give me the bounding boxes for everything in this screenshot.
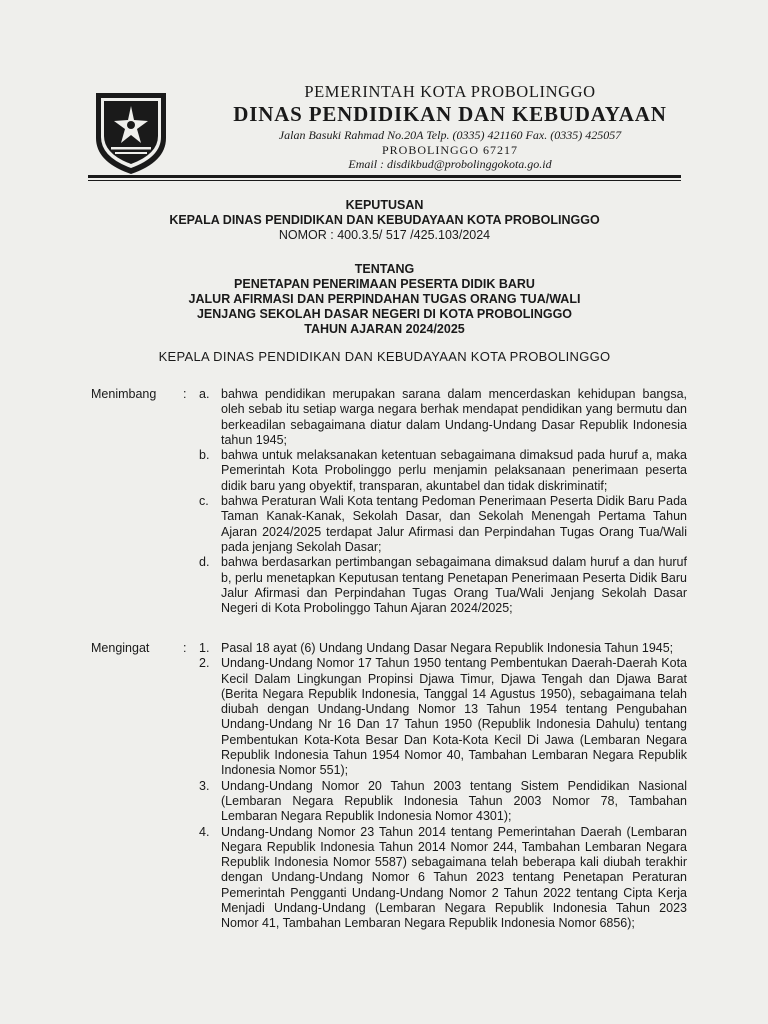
menimbang-colon: : <box>183 387 187 401</box>
mengingat-colon: : <box>183 641 187 655</box>
item-text: bahwa untuk melaksanakan ketentuan sebagaimana dimaksud pada huruf a, maka Pemerintah Kota Probolinggo perlu menjamin pelaksanaan penerimaan peserta didik baru yang obyektif, transparan, akuntabel dan tidak diskriminatif; <box>221 448 687 493</box>
item-marker: d. <box>199 555 210 570</box>
item-marker: 2. <box>199 656 210 671</box>
department-address: Jalan Basuki Rahmad No.20A Telp. (0335) 421160 Fax. (0335) 425057 <box>278 128 622 142</box>
subject-line: JENJANG SEKOLAH DASAR NEGERI DI KOTA PROBOLINGGO <box>196 307 573 321</box>
menimbang-list <box>199 387 687 616</box>
department-name: DINAS PENDIDIKAN DAN KEBUDAYAAN <box>233 102 667 126</box>
item-marker: c. <box>199 494 209 509</box>
item-marker: b. <box>199 448 210 463</box>
list-item <box>199 494 687 555</box>
department-email: Email : disdikbud@probolinggokota.go.id <box>348 157 552 171</box>
item-text: bahwa pendidikan merupakan sarana dalam mencerdaskan kehidupan bangsa, oleh sebab itu setiap warga negara berhak mendapat pendidikan yang bermutu dan berkeadilan sebagaimana diatur dalam Undang-Undang Dasar Republik Indonesia tahun 1945; <box>221 387 687 447</box>
item-text: bahwa berdasarkan pertimbangan sebagaimana dimaksud dalam huruf a dan huruf b, perlu menetapkan Keputusan tentang Penetapan Penerimaan Peserta Didik Baru Jalur Afirmasi dan Perpindahan Tugas Orang Tua/Wali Jenjang Sekolah Dasar Negeri di Kota Probolinggo Tahun Ajaran 2024/2025; <box>221 555 687 616</box>
decree-issuer: KEPALA DINAS PENDIDIKAN DAN KEBUDAYAAN KOTA PROBOLINGGO <box>169 213 600 227</box>
item-text: Undang-Undang Nomor 23 Tahun 2014 tentang Pemerintahan Daerah (Lembaran Negara Republik Indonesia Tahun 2014 Nomor 244, Tambahan Lembaran Negara Republik Indonesia Nomor 5587) sebagaimana telah beberapa kali diubah terakhir dengan Undang-Undang Nomor 6 Tahun 2023 tentang Penetapan Peraturan Pemerintah Pengganti Undang-Undang Nomor 2 Tahun 2022 tentang Cipta Kerja Menjadi Undang-Undang (Lembaran Negara Republik Indonesia Tahun 2023 Nomor 41, Tambahan Lembaran Negara Republik Indonesia Nomor 6856); <box>221 824 687 931</box>
city-emblem-icon <box>93 90 169 176</box>
subject-line: JALUR AFIRMASI DAN PERPINDAHAN TUGAS ORANG TUA/WALI <box>188 292 581 306</box>
item-text: bahwa Peraturan Wali Kota tentang Pedoman Penerimaan Peserta Didik Baru Pada Taman Kanak-Kanak, Sekolah Dasar, dan Sekolah Menengah Pertama Tahun Ajaran 2024/2025 terdapat Jalur Afirmasi dan Perpindahan Tugas Orang Tua/Wali pada jenjang Sekolah Dasar; <box>221 494 687 554</box>
item-text: Undang-Undang Nomor 20 Tahun 2003 tentang Sistem Pendidikan Nasional (Lembaran Negara Republik Indonesia Tahun 2003 Nomor 78, Tambahan Lembaran Negara Republik Indonesia Nomor 4301); <box>221 778 687 824</box>
list-item <box>199 779 687 825</box>
item-marker: 1. <box>199 641 210 655</box>
decree-title: KEPUTUSAN <box>345 198 424 212</box>
item-text: Pasal 18 ayat (6) Undang Undang Dasar Negara Republik Indonesia Tahun 1945; <box>221 641 674 655</box>
letterhead-divider <box>88 175 681 178</box>
item-marker: 4. <box>199 824 210 839</box>
department-city: PROBOLINGGO 67217 <box>381 143 518 157</box>
government-name: PEMERINTAH KOTA PROBOLINGGO <box>304 82 596 101</box>
subject-line: TAHUN AJARAN 2024/2025 <box>304 322 465 336</box>
list-item <box>199 448 687 494</box>
list-item <box>199 825 687 932</box>
list-item <box>199 656 687 778</box>
list-item <box>199 641 687 656</box>
list-item <box>199 555 687 616</box>
letterhead-divider-thin <box>88 180 681 181</box>
list-item <box>199 387 687 448</box>
authority-heading: KEPALA DINAS PENDIDIKAN DAN KEBUDAYAAN KOTA PROBOLINGGO <box>158 349 611 364</box>
item-marker: a. <box>199 387 210 401</box>
menimbang-label: Menimbang <box>91 387 157 401</box>
decree-number: NOMOR : 400.3.5/ 517 /425.103/2024 <box>278 228 491 242</box>
decree-title-block <box>88 198 681 243</box>
subject-heading: TENTANG <box>354 262 415 276</box>
letterhead <box>190 82 710 172</box>
item-text: Undang-Undang Nomor 17 Tahun 1950 tentang Pembentukan Daerah-Daerah Kota Kecil Dalam Lingkungan Propinsi Djawa Timur, Djawa Tengah dan Djawa Barat (Berita Negara Republik Indonesia, Tanggal 14 Agustus 1950), sebagaimana telah diubah dengan Undang-Undang Nomor 13 Tahun 1954 tentang Pengubahan Undang-Undang Nr 16 Dan 17 Tahun 1950 (Republik Indonesia Dahulu) tentang Pembentukan Kota-Kota Besar Dan Kota-Kota Kecil Di Jawa (Lembaran Negara Republik Indonesia Tahun 1954 Nomor 40, Tambahan Lembaran Negara Republik Indonesia Nomor 551); <box>221 656 687 778</box>
subject-block <box>88 262 681 337</box>
subject-line: PENETAPAN PENERIMAAN PESERTA DIDIK BARU <box>234 277 535 291</box>
mengingat-label: Mengingat <box>91 641 150 655</box>
item-marker: 3. <box>199 778 210 793</box>
mengingat-list <box>199 641 687 932</box>
